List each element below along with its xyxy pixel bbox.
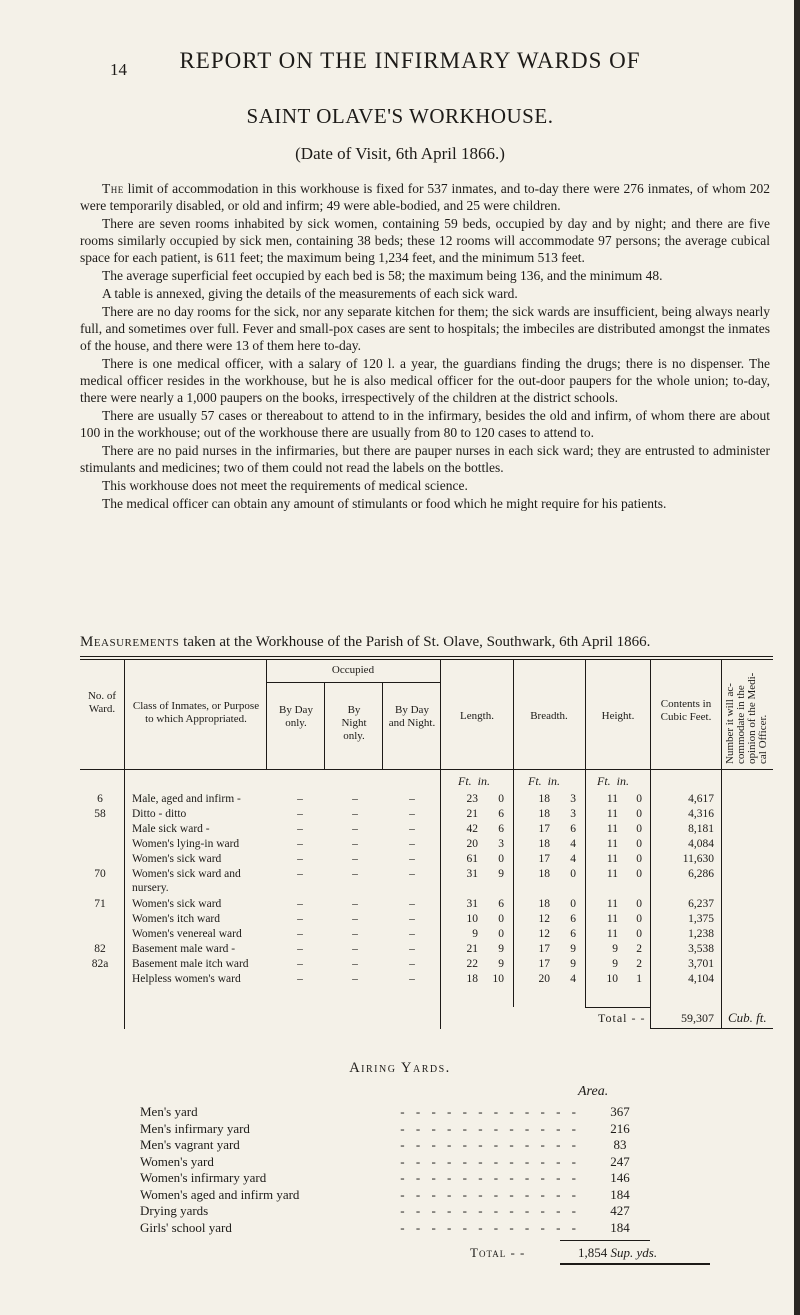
header-number-accommodate: Number it will ac-commodate in the opinion of the Medi-cal Officer.	[724, 672, 769, 764]
yard-area: 184	[610, 1219, 630, 1235]
breadth-in: 3	[570, 808, 576, 820]
length-ft: 42	[466, 823, 478, 835]
header-by-night: By Night only.	[341, 704, 367, 742]
measurements-heading-rest: taken at the Workhouse of the Parish of St. Olave, Southwark, 6th April 1866.	[179, 634, 651, 650]
length-in: 6	[498, 808, 504, 820]
breadth-in: 0	[570, 898, 576, 910]
leader-dots: - - - - - - - - - - - -	[400, 1170, 580, 1185]
leader-dots: - - - - - - - - - - - -	[400, 1137, 580, 1152]
height-in: 0	[636, 793, 642, 805]
yard-area: 184	[610, 1186, 630, 1202]
by-day-night-cell: –	[409, 958, 415, 970]
height-in: 0	[636, 913, 642, 925]
breadth-ft: 12	[538, 928, 550, 940]
header-height: Height.	[601, 710, 635, 722]
yard-area: 83	[613, 1137, 627, 1152]
running-head: REPORT ON THE INFIRMARY WARDS OF	[179, 48, 641, 73]
by-night-cell: –	[352, 958, 358, 970]
height-in: 0	[636, 838, 642, 850]
breadth-in: 3	[570, 793, 576, 805]
cubic-feet: 6,286	[688, 868, 714, 880]
table-total-label: Total - -	[598, 1011, 646, 1025]
height-ft: 11	[606, 913, 618, 925]
by-day-night-cell: –	[409, 868, 415, 880]
header-breadth: Breadth.	[530, 710, 568, 722]
by-night-cell: –	[352, 913, 358, 925]
table-row	[80, 838, 773, 853]
height-ft: 11	[606, 838, 618, 850]
cubic-feet: 3,538	[688, 943, 714, 955]
paragraph-text: There are usually 57 cases or thereabout to attend to in the infirmary, besides the old and infirm, of whom there are about 100 in the workhouse; out of the workhouse there are usually from 80 to 120 cases to attend to.	[80, 408, 770, 440]
breadth-ft: 20	[538, 973, 550, 985]
header-occupied: Occupied	[331, 664, 375, 676]
yard-row	[140, 1154, 700, 1171]
yard-area: 146	[610, 1170, 630, 1185]
height-in: 0	[636, 853, 642, 865]
height-ft: 11	[606, 823, 618, 835]
total-top-rule	[585, 1007, 650, 1008]
table-row	[80, 823, 773, 838]
leader-dots: - - - - - - - - - - - -	[400, 1219, 580, 1235]
yards-total-unit: Sup. yds.	[610, 1245, 658, 1260]
breadth-in: 4	[570, 973, 576, 985]
cubic-feet: 4,084	[688, 838, 714, 850]
breadth-ft: 18	[538, 898, 550, 910]
unit-ft: Ft.	[528, 774, 542, 788]
by-day-night-cell: –	[409, 823, 415, 835]
ward-number: 6	[97, 793, 103, 805]
ward-class: Male, aged and infirm -	[132, 793, 241, 805]
table-row	[80, 898, 773, 913]
leader-dots: - - - - - - - - - - - -	[400, 1153, 580, 1169]
by-day-night-cell: –	[409, 838, 415, 850]
height-in: 1	[636, 973, 642, 985]
unit-in: in.	[616, 774, 630, 788]
breadth-in: 4	[570, 853, 576, 865]
breadth-ft: 12	[538, 913, 550, 925]
breadth-in: 0	[570, 868, 576, 880]
yard-row	[140, 1203, 700, 1220]
report-paragraph	[80, 303, 770, 354]
length-ft: 22	[466, 958, 478, 970]
by-day-cell: –	[297, 958, 303, 970]
length-in: 6	[498, 823, 504, 835]
by-day-cell: –	[297, 943, 303, 955]
height-ft: 11	[606, 853, 618, 865]
by-day-night-cell: –	[409, 973, 415, 985]
cubic-feet: 1,375	[688, 913, 714, 925]
yard-name: Men's yard	[140, 1104, 204, 1120]
by-night-cell: –	[352, 928, 358, 940]
length-ft: 21	[466, 943, 478, 955]
ward-class: Women's sick ward	[132, 853, 222, 865]
ward-class: Ditto - ditto	[132, 808, 187, 820]
report-paragraph	[80, 477, 770, 494]
length-ft: 21	[466, 808, 478, 820]
by-night-cell: –	[352, 793, 358, 805]
by-day-cell: –	[297, 838, 303, 850]
height-in: 0	[636, 868, 642, 880]
ward-number: 82a	[91, 958, 109, 970]
by-day-cell: –	[297, 853, 303, 865]
report-paragraph	[80, 495, 770, 512]
leader-dots: - - - - - - - - - - - -	[400, 1120, 580, 1136]
by-night-cell: –	[352, 973, 358, 985]
cubic-feet: 8,181	[688, 823, 714, 835]
ward-number: 82	[94, 943, 106, 955]
cubic-feet: 4,104	[688, 973, 714, 985]
cubic-feet: 6,237	[688, 898, 714, 910]
ward-class: Helpless women's ward	[132, 973, 241, 985]
ward-class: Basement male itch ward	[132, 958, 249, 970]
height-ft: 9	[612, 943, 618, 955]
report-paragraph	[80, 215, 770, 266]
length-ft: 31	[466, 868, 478, 880]
header-contents: Contents in Cubic Feet.	[660, 698, 712, 723]
unit-ft: Ft.	[458, 774, 472, 788]
report-paragraph	[80, 407, 770, 441]
height-ft: 11	[606, 793, 618, 805]
yard-area: 247	[610, 1153, 630, 1169]
yard-name: Men's vagrant yard	[140, 1137, 246, 1153]
by-day-cell: –	[297, 808, 303, 820]
paragraph-text: The average superficial feet occupied by each bed is 58; the maximum being 136, and the minimum 48.	[102, 268, 663, 283]
length-ft: 18	[466, 973, 478, 985]
table-total-value: 59,307	[681, 1011, 714, 1025]
height-in: 2	[636, 958, 642, 970]
length-in: 0	[498, 793, 504, 805]
length-in: 0	[498, 853, 504, 865]
yards-total-number: 1,854	[578, 1245, 608, 1260]
cubic-feet-note: Cub. ft.	[728, 1010, 767, 1025]
paragraph-text: There are seven rooms inhabited by sick women, containing 59 beds, occupied by day and by night; and there are five rooms similarly occupied by sick men, containing 38 beds; these 12 rooms will accommodate 97 persons; the average cubical space for each patient, is 611 feet; the maximum being 1,234 feet, and the minimum 513 feet.	[80, 216, 770, 265]
height-ft: 11	[606, 928, 618, 940]
height-in: 0	[636, 928, 642, 940]
yards-total-rule	[560, 1240, 650, 1241]
header-class: Class of Inmates, or Purpose to which Appropriated.	[132, 700, 260, 725]
header-bottom-rule	[80, 769, 773, 770]
table-row	[80, 943, 773, 958]
by-night-cell: –	[352, 823, 358, 835]
length-in: 6	[498, 898, 504, 910]
length-ft: 10	[466, 913, 478, 925]
table-row	[80, 853, 773, 868]
breadth-in: 6	[570, 913, 576, 925]
yards-bottom-rule	[560, 1263, 710, 1265]
unit-in: in.	[477, 774, 491, 788]
yard-name: Girls' school yard	[140, 1220, 238, 1236]
report-paragraph	[80, 442, 770, 476]
paragraph-text: A table is annexed, giving the details of the measurements of each sick ward.	[102, 286, 518, 301]
leader-dots: - - - - - - - - - - - -	[400, 1104, 580, 1119]
height-ft: 11	[606, 898, 618, 910]
yard-name: Drying yards	[140, 1203, 214, 1219]
breadth-ft: 17	[538, 943, 550, 955]
yard-name: Women's aged and infirm yard	[140, 1187, 305, 1203]
vrule	[324, 682, 325, 769]
length-in: 9	[498, 958, 504, 970]
breadth-ft: 17	[538, 958, 550, 970]
by-day-night-cell: –	[409, 793, 415, 805]
units-length	[458, 774, 490, 789]
yard-row	[140, 1170, 700, 1187]
length-ft: 9	[472, 928, 478, 940]
yard-row	[140, 1220, 700, 1237]
length-in: 0	[498, 913, 504, 925]
unit-ft: Ft.	[597, 774, 611, 788]
cubic-feet: 1,238	[688, 928, 714, 940]
yard-row	[140, 1137, 700, 1154]
yard-area: 367	[610, 1104, 630, 1119]
cubic-feet: 11,630	[682, 853, 714, 865]
length-ft: 23	[466, 793, 478, 805]
height-in: 2	[636, 943, 642, 955]
ward-number: 70	[94, 868, 106, 880]
by-day-night-cell: –	[409, 913, 415, 925]
length-ft: 31	[466, 898, 478, 910]
by-day-night-cell: –	[409, 808, 415, 820]
breadth-ft: 18	[538, 808, 550, 820]
paragraph-text: There are no day rooms for the sick, nor any separate kitchen for them; the sick wards are insufficient, being always nearly full, and sometimes over full. Fever and small-pox cases are sent to hospitals; the imbeciles are distributed amongst the inmates of the house, and there were 13 of them here to-day.	[80, 304, 770, 353]
unit-in: in.	[547, 774, 561, 788]
page-title: SAINT OLAVE'S WORKHOUSE.	[246, 104, 554, 128]
yard-area: 216	[610, 1120, 630, 1136]
breadth-ft: 17	[538, 853, 550, 865]
ward-number: 71	[94, 898, 106, 910]
length-in: 0	[498, 928, 504, 940]
header-by-day-night: By Day and Night.	[388, 704, 436, 729]
table-row	[80, 868, 773, 883]
by-day-cell: –	[297, 913, 303, 925]
paragraph-lead: The	[102, 181, 124, 196]
by-night-cell: –	[352, 898, 358, 910]
ward-class: Women's lying-in ward	[132, 838, 240, 850]
by-night-cell: –	[352, 838, 358, 850]
yard-row	[140, 1104, 700, 1121]
yards-total-value	[578, 1245, 657, 1261]
header-length: Length.	[460, 710, 494, 722]
height-ft: 9	[612, 958, 618, 970]
table-top-rule	[80, 656, 773, 657]
visit-date: (Date of Visit, 6th April 1866.)	[295, 144, 505, 163]
page-edge	[794, 0, 800, 1315]
report-paragraph	[80, 355, 770, 406]
by-day-cell: –	[297, 823, 303, 835]
total-bottom-rule	[650, 1028, 773, 1029]
yards-total-label: Total - -	[470, 1245, 526, 1260]
airing-yards-title: Airing Yards.	[349, 1060, 451, 1076]
by-night-cell: –	[352, 943, 358, 955]
units-breadth	[528, 774, 560, 789]
by-day-cell: –	[297, 973, 303, 985]
breadth-ft: 18	[538, 793, 550, 805]
breadth-ft: 18	[538, 868, 550, 880]
height-ft: 11	[606, 868, 618, 880]
yard-name: Women's yard	[140, 1154, 220, 1170]
by-day-night-cell: –	[409, 943, 415, 955]
paragraph-text: There are no paid nurses in the infirmaries, but there are pauper nurses in each sick ward; they are entrusted to administer stimulants and medicines; two of them could not read the labels on the bottles.	[80, 443, 770, 475]
report-paragraph	[80, 285, 770, 302]
ward-class: Women's venereal ward	[132, 928, 242, 940]
paragraph-text: The medical officer can obtain any amount of stimulants or food which he might require for his patients.	[102, 496, 667, 511]
breadth-ft: 17	[538, 823, 550, 835]
cubic-feet: 4,617	[688, 793, 714, 805]
yard-area: 427	[610, 1203, 630, 1218]
height-in: 0	[636, 823, 642, 835]
yard-name: Men's infirmary yard	[140, 1121, 256, 1137]
occupied-rule	[266, 682, 440, 683]
breadth-in: 9	[570, 958, 576, 970]
height-in: 0	[636, 808, 642, 820]
report-paragraph	[80, 180, 770, 214]
breadth-in: 4	[570, 838, 576, 850]
breadth-in: 9	[570, 943, 576, 955]
leader-dots: - - - - - - - - - - - -	[400, 1186, 580, 1202]
report-paragraph	[80, 267, 770, 284]
ward-class: Women's sick ward	[132, 898, 222, 910]
height-ft: 11	[606, 808, 618, 820]
header-by-day: By Day only.	[279, 704, 313, 729]
paragraph-text: This workhouse does not meet the requirements of medical science.	[102, 478, 468, 493]
report-body	[80, 180, 770, 513]
table-row	[80, 808, 773, 823]
by-day-night-cell: –	[409, 928, 415, 940]
by-night-cell: –	[352, 808, 358, 820]
paragraph-text: There is one medical officer, with a salary of 120 l. a year, the guardians finding the drugs; there is no dispenser. The medical officer resides in the workhouse, but he is also medical officer for the out-door paupers for the whole union; to-day, there were nearly a 1,000 paupers on the books, irrespectively of the children at the district schools.	[80, 356, 770, 405]
table-row	[80, 928, 773, 943]
area-header: Area.	[578, 1084, 609, 1099]
cubic-feet: 3,701	[688, 958, 714, 970]
ward-class-continued: nursery.	[132, 882, 169, 894]
length-in: 9	[498, 943, 504, 955]
measurements-heading	[80, 634, 770, 651]
by-day-night-cell: –	[409, 853, 415, 865]
yard-name: Women's infirmary yard	[140, 1170, 272, 1186]
leader-dots: - - - - - - - - - - - -	[400, 1203, 580, 1218]
ward-number: 58	[94, 808, 106, 820]
cubic-feet: 4,316	[688, 808, 714, 820]
length-in: 9	[498, 868, 504, 880]
by-day-cell: –	[297, 868, 303, 880]
paragraph-text: limit of accommodation in this workhouse is fixed for 537 inmates, and to-day there were 276 inmates, of whom 202 were temporarily disabled, or old and infirm; 49 were able-bodied, and 25 were children.	[80, 181, 770, 213]
by-night-cell: –	[352, 853, 358, 865]
by-night-cell: –	[352, 868, 358, 880]
table-row	[80, 913, 773, 928]
breadth-in: 6	[570, 823, 576, 835]
by-day-cell: –	[297, 793, 303, 805]
by-day-cell: –	[297, 898, 303, 910]
length-ft: 20	[466, 838, 478, 850]
height-in: 0	[636, 898, 642, 910]
yard-row	[140, 1187, 700, 1204]
by-day-cell: –	[297, 928, 303, 940]
measurements-heading-lead: Measurements	[80, 634, 180, 650]
measurements-table	[80, 656, 773, 1029]
by-day-night-cell: –	[409, 898, 415, 910]
header-ward-no: No. of Ward.	[87, 690, 117, 715]
ward-class: Women's itch ward	[132, 913, 221, 925]
breadth-ft: 18	[538, 838, 550, 850]
length-in: 3	[498, 838, 504, 850]
units-height	[597, 774, 629, 789]
table-row	[80, 958, 773, 973]
yard-row	[140, 1121, 700, 1138]
length-ft: 61	[466, 853, 478, 865]
table-row	[80, 973, 773, 988]
vrule	[382, 682, 383, 769]
height-ft: 10	[606, 973, 618, 985]
length-in: 10	[492, 973, 504, 985]
ward-class: Male sick ward -	[132, 823, 210, 835]
ward-class: Basement male ward -	[132, 943, 236, 955]
ward-class: Women's sick ward and	[132, 868, 241, 880]
page-number: 14	[110, 60, 127, 79]
breadth-in: 6	[570, 928, 576, 940]
table-row	[80, 793, 773, 808]
table-top-rule-2	[80, 659, 773, 660]
